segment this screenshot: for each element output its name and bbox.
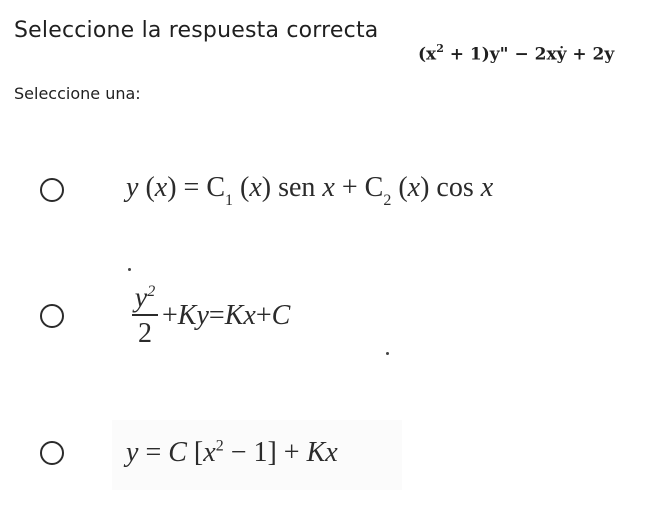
answer-option-1-formula [126, 172, 493, 208]
math-var: Ky [177, 300, 209, 332]
select-one-prompt: Seleccione una: [14, 84, 141, 103]
math-text: = [208, 300, 225, 332]
math-text: − 1] + [223, 437, 307, 468]
math-var: y [126, 172, 139, 203]
math-var: C [168, 437, 187, 468]
math-text: ) cos [420, 172, 481, 203]
differential-equation [418, 43, 614, 65]
math-exponent: 2 [215, 437, 224, 455]
math-subscript: 1 [225, 191, 233, 209]
answer-option-2[interactable] [40, 284, 290, 348]
equation-rest: + 1)y" − 2xẏ + 2y [443, 44, 615, 65]
scan-artifact-dot [128, 268, 131, 271]
math-subscript: 2 [383, 191, 392, 209]
math-text: [ [186, 437, 204, 468]
math-text: ( [391, 172, 408, 203]
scan-artifact-dot [386, 352, 389, 355]
math-var: C [271, 300, 291, 332]
answer-option-2-formula [132, 284, 290, 348]
math-var: x [203, 437, 216, 468]
math-text: ( [233, 172, 250, 203]
math-text: + [162, 300, 178, 332]
math-var: Kx [306, 437, 338, 468]
math-text: = [138, 437, 169, 468]
question-title: Seleccione la respuesta correcta [14, 18, 379, 43]
math-text: + [255, 300, 272, 332]
radio-button-option-2[interactable] [40, 304, 64, 328]
math-text: + C [334, 172, 384, 203]
math-var: x [249, 172, 262, 203]
math-var: x [322, 172, 335, 203]
fraction [132, 284, 158, 348]
math-exponent: 2 [147, 283, 156, 300]
math-var: x [480, 172, 494, 203]
radio-button-option-1[interactable] [40, 178, 64, 202]
math-text: ) sen [261, 172, 323, 203]
answer-option-1[interactable] [40, 172, 493, 208]
answer-option-3[interactable] [40, 437, 338, 469]
math-var: x [407, 172, 421, 203]
fraction-numerator [133, 284, 157, 314]
fraction-denominator: 2 [138, 318, 152, 350]
math-var: y [126, 437, 139, 468]
math-text: ( [138, 172, 155, 203]
math-var: y [134, 282, 148, 314]
math-text: ) = C [167, 172, 225, 203]
answer-option-3-formula [126, 437, 338, 469]
equation-exponent: 2 [436, 42, 444, 55]
radio-button-option-3[interactable] [40, 441, 64, 465]
math-var: x [154, 172, 168, 203]
equation-base: (x [418, 44, 437, 65]
math-var: Kx [224, 300, 256, 332]
